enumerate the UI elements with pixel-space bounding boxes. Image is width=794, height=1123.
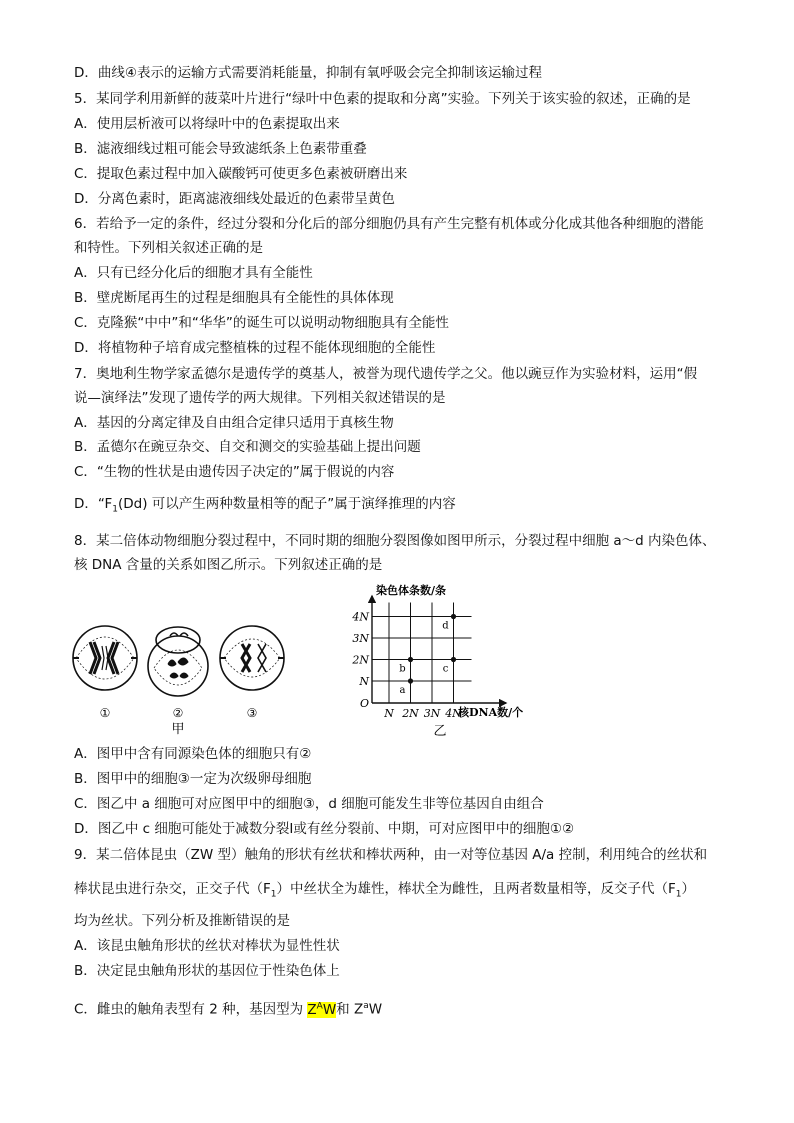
text-segment: C．雌虫的触角表型有 2 种，基因型为 [74,1001,308,1018]
option-line: B．壁虎断尾再生的过程是细胞具有全能性的具体体现 [74,290,394,306]
figure-yi-chart [350,578,540,738]
data-point-d [451,614,456,619]
option-line: B．决定昆虫触角形状的基因位于性染色体上 [74,963,340,979]
question-6-stem-cont: 和特性。下列相关叙述正确的是 [74,240,263,256]
y-tick-label: 2N [352,653,369,667]
superscript: A [316,1001,323,1011]
x-tick-label: 4N [445,707,462,720]
cell-label-1: ① [99,706,111,720]
data-point-label: a [399,685,406,696]
figure-jia [66,618,296,738]
chart-grid [372,603,472,704]
superscript: a [363,1001,369,1011]
text-segment: ）中丝状全为雄性，棒状全为雌性，且两者数量相等，反交子代（F [276,881,676,897]
figure-jia-caption: 甲 [171,722,185,737]
cell-1-diagram [73,626,137,690]
option-line: A．使用层析液可以将绿叶中的色素提取出来 [74,116,340,132]
chart-y-label: 染色体条数/条 [376,584,447,597]
subscript: 1 [112,504,118,515]
option-line: A．图甲中含有同源染色体的细胞只有② [74,746,312,762]
option-line: A．该昆虫触角形状的丝状对棒状为显性性状 [74,938,340,954]
option-line: D．分离色素时，距离滤液细线处最近的色素带呈黄色 [74,191,395,207]
question-9-stem-end: 均为丝状。下列分析及推断错误的是 [74,913,290,929]
option-line: B．孟德尔在豌豆杂交、自交和测交的实验基础上提出问题 [74,439,421,455]
data-point-b [408,657,413,662]
data-point-c [451,657,456,662]
chart-axes [372,596,506,703]
text-segment: W [322,1001,337,1018]
text-segment: ） [681,881,695,897]
chart-x-ticks [383,707,462,720]
option-line: B．图甲中的细胞③一定为次级卵母细胞 [74,771,312,787]
option-line: C．提取色素过程中加入碳酸钙可使更多色素被研磨出来 [74,166,408,182]
question-9-stem-cont [74,879,695,905]
option-line: A．基因的分离定律及自由组合定律只适用于真核生物 [74,415,394,431]
figure-yi-caption: 乙 [433,724,447,738]
question-6-stem: 6．若给予一定的条件，经过分裂和分化后的部分细胞仍具有产生完整有机体或分化成其他各种细胞的潜能 [74,216,704,232]
chart-x-label: 核DNA数/个 [458,706,524,719]
question-5-stem: 5．某同学利用新鲜的菠菜叶片进行“绿叶中色素的提取和分离”实验。下列关于该实验的叙述，正确的是 [74,91,691,107]
text-segment: W [368,1001,383,1018]
question-7-stem-cont: 说—演绎法”发现了遗传学的两大规律。下列相关叙述错误的是 [74,390,446,406]
data-point-label: c [442,663,449,675]
y-tick-label: 3N [352,632,369,645]
data-point-label: b [399,663,406,675]
option-line: B．滤液细线过粗可能会导致滤纸条上色素带重叠 [74,141,367,157]
chart-points [399,614,456,696]
option-line: C．图乙中 a 细胞可对应图甲中的细胞③，d 细胞可能发生非等位基因自由组合 [74,796,544,812]
cell-3-diagram [220,626,284,690]
option-line: A．只有已经分化后的细胞才具有全能性 [74,265,313,281]
data-point-label: d [442,620,449,632]
text-line: D．曲线④表示的运输方式需要消耗能量，抑制有氧呼吸会完全抑制该运输过程 [74,65,542,81]
option-line-7d [74,494,456,520]
data-point-a [408,678,413,683]
cell-2-diagram [148,627,208,696]
x-tick-label: 2N [402,707,419,720]
y-tick-label: 4N [352,610,369,624]
subscript: 1 [270,889,277,900]
x-tick-label: 3N [423,707,441,720]
question-7-stem: 7．奥地利生物学家孟德尔是遗传学的奠基人，被誉为现代遗传学之父。他以豌豆作为实验材料，运用“假 [74,366,698,382]
highlighted-genotype [307,1002,336,1018]
subscript: 1 [675,889,682,900]
option-line: C．“生物的性状是由遗传因子决定的”属于假说的内容 [74,464,395,480]
text-segment: 棒状昆虫进行杂交，正交子代（F [74,881,271,897]
option-line: D．将植物种子培育成完整植株的过程不能体现细胞的全能性 [74,340,436,356]
text-segment: 和 Z [336,1001,364,1018]
text-segment: (Dd) 可以产生两种数量相等的配子”属于演绎推理的内容 [117,496,456,512]
chart-origin-label: O [360,697,370,710]
option-line-9c [74,996,382,1020]
question-8-stem-cont: 核 DNA 含量的关系如图乙所示。下列叙述正确的是 [74,557,383,573]
option-line: D．图乙中 c 细胞可能处于减数分裂Ⅰ或有丝分裂前、中期，可对应图甲中的细胞①② [74,821,575,837]
question-9-stem: 9．某二倍体昆虫（ZW 型）触角的形状有丝状和棒状两种，由一对等位基因 A/a 控制，利用纯合的丝状和 [74,847,708,863]
cell-label-2: ② [172,706,184,720]
option-line: C．克隆猴“中中”和“华华”的诞生可以说明动物细胞具有全能性 [74,315,449,331]
chart-y-ticks [351,611,369,689]
cell-label-3: ③ [246,706,258,720]
y-tick-label: N [359,675,369,688]
text-segment: Z [307,1001,317,1018]
x-tick-label: N [384,707,394,720]
question-8-stem: 8．某二倍体动物细胞分裂过程中，不同时期的细胞分裂图像如图甲所示，分裂过程中细胞 a～d 内染色体、 [74,533,716,549]
text-segment: D．“F [74,496,113,512]
